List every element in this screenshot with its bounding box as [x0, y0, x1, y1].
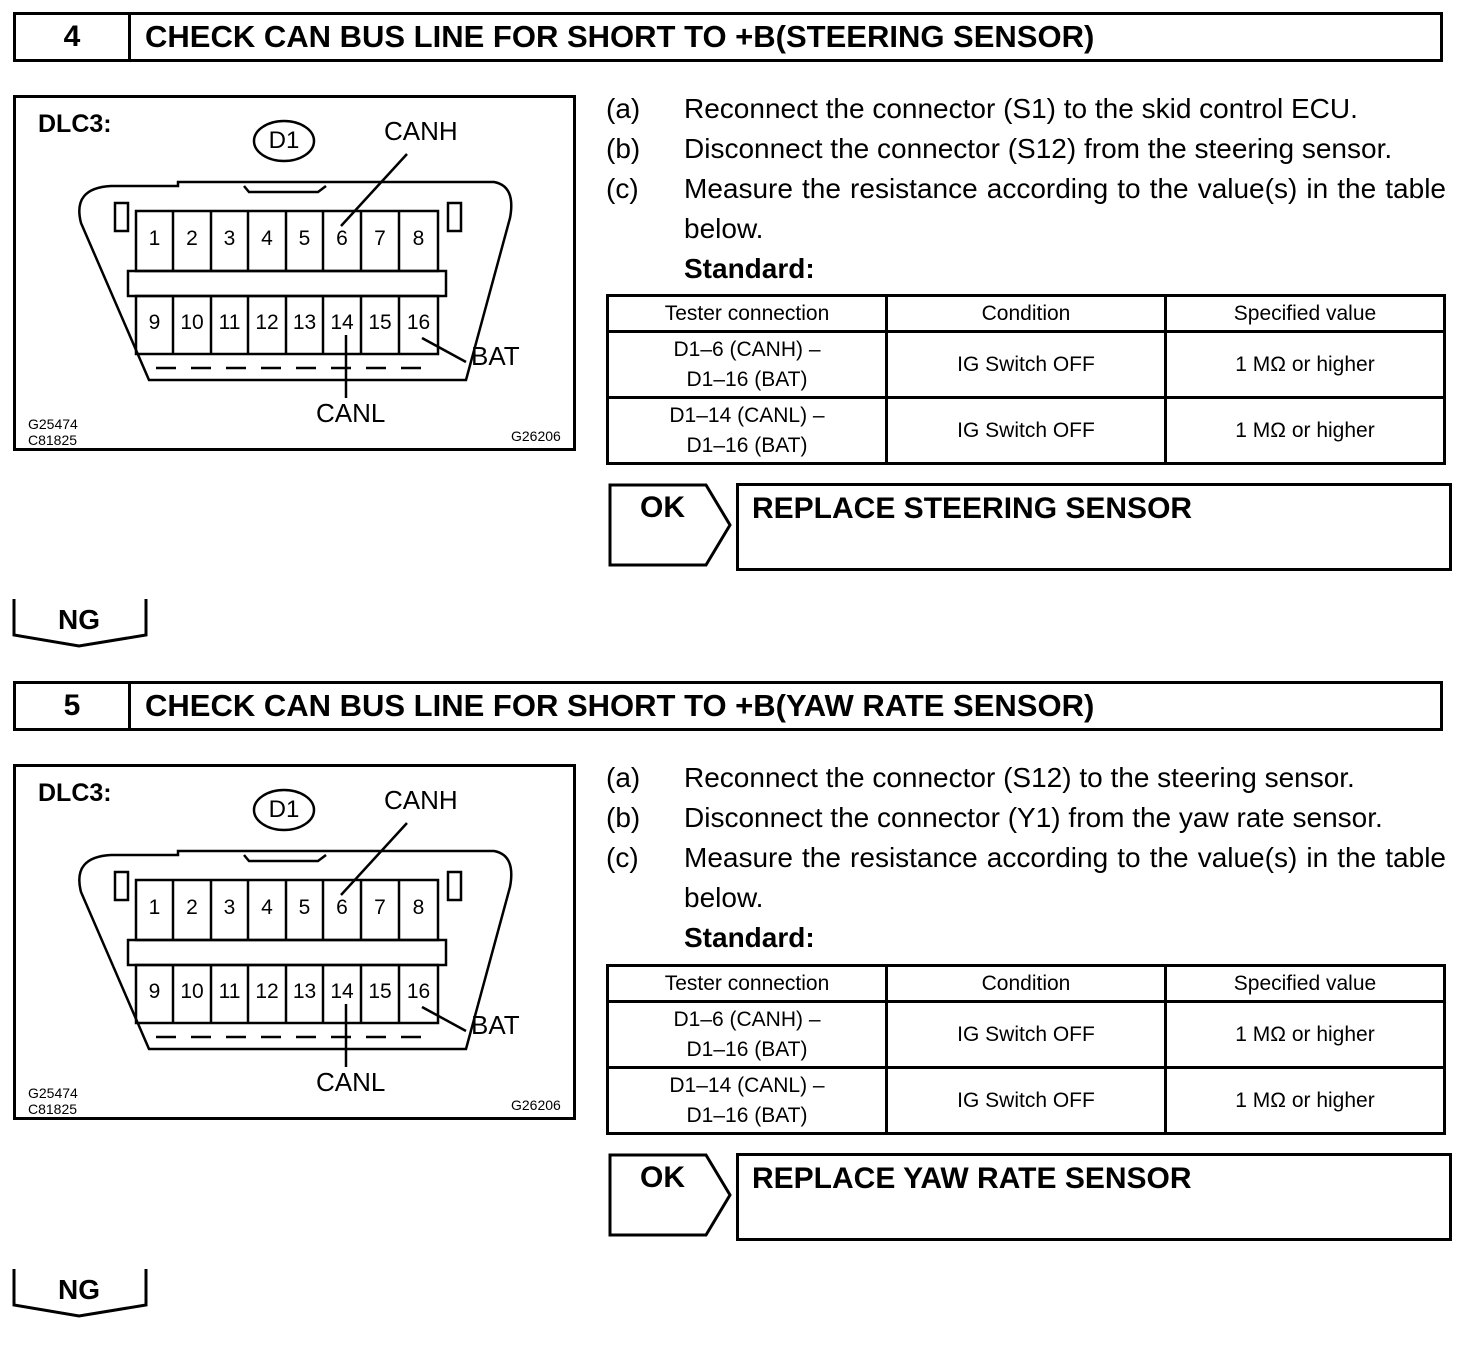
- pin-label: 4: [261, 896, 273, 919]
- step-number: 4: [16, 15, 131, 59]
- pin-label: 9: [148, 980, 161, 1003]
- condition-cell: IG Switch OFF: [887, 1068, 1166, 1134]
- column-header: Specified value: [1166, 296, 1445, 332]
- pin-label: 12: [255, 311, 279, 334]
- ok-label: OK: [640, 491, 685, 524]
- table-row: [608, 1068, 1445, 1134]
- instruction-text: Measure the resistance according to the value(s) in the table below.: [684, 842, 1446, 913]
- instruction-letter: (a): [606, 93, 641, 124]
- condition-cell: IG Switch OFF: [887, 332, 1166, 398]
- step-title: CHECK CAN BUS LINE FOR SHORT TO +B(STEERING SENSOR): [145, 19, 1095, 54]
- column-header: Tester connection: [608, 296, 887, 332]
- pin-label: 5: [298, 896, 311, 919]
- connection-line: D1–16 (BAT): [686, 1037, 808, 1061]
- pin-label: 16: [406, 311, 431, 334]
- pin-label: 6: [336, 227, 348, 250]
- pin-label: 14: [330, 311, 354, 334]
- pin-label: 8: [412, 227, 425, 250]
- pin-label: 4: [261, 227, 273, 250]
- instruction-item: [606, 798, 1446, 838]
- connection-cell: [608, 1002, 887, 1068]
- pin-label: 13: [292, 980, 317, 1003]
- column-header: Specified value: [1166, 966, 1445, 1002]
- value-cell: 1 MΩ or higher: [1166, 1068, 1445, 1134]
- connector-id: D1: [268, 127, 300, 154]
- connection-line: D1–14 (CANL) –: [669, 1073, 825, 1097]
- ng-label: NG: [58, 604, 100, 635]
- instruction-item: [606, 838, 1446, 918]
- figure-code: C81825: [28, 432, 78, 448]
- pin-label: 8: [412, 896, 425, 919]
- pin-label: 11: [218, 311, 241, 334]
- pin-label: 16: [406, 980, 431, 1003]
- step-number: 5: [16, 684, 131, 728]
- pin-label: 7: [374, 227, 386, 250]
- ok-result: [606, 1153, 1448, 1239]
- column-header: Condition: [887, 966, 1166, 1002]
- connector-name: DLC3:: [38, 779, 112, 807]
- spec-table: [606, 294, 1446, 465]
- column-header: Condition: [887, 296, 1166, 332]
- instruction-letter: (a): [606, 762, 641, 793]
- pin-label: 1: [148, 227, 161, 250]
- pin-label: 5: [298, 227, 311, 250]
- instruction-item: [606, 89, 1446, 129]
- pin-label: 6: [336, 896, 348, 919]
- standard-label: Standard:: [684, 922, 815, 953]
- pin-label: 3: [223, 896, 236, 919]
- value-cell: 1 MΩ or higher: [1166, 332, 1445, 398]
- ok-action-box: [736, 1153, 1452, 1241]
- figure-code: G26206: [511, 428, 561, 444]
- table-row: [608, 332, 1445, 398]
- ok-action-text: REPLACE YAW RATE SENSOR: [752, 1162, 1192, 1195]
- instruction-text: Measure the resistance according to the value(s) in the table below.: [684, 173, 1446, 244]
- pin-label: 3: [223, 227, 236, 250]
- pin-label: 12: [255, 980, 279, 1003]
- figure-code: G25474: [28, 1085, 78, 1101]
- pin-label: 15: [368, 311, 392, 334]
- instruction-text: Reconnect the connector (S12) to the steering sensor.: [684, 762, 1355, 793]
- condition-cell: IG Switch OFF: [887, 398, 1166, 464]
- connection-line: D1–6 (CANH) –: [673, 337, 821, 361]
- instruction-letter: (c): [606, 173, 639, 204]
- bat-label: BAT: [471, 1010, 520, 1040]
- value-cell: 1 MΩ or higher: [1166, 1002, 1445, 1068]
- pin-label: 7: [374, 896, 386, 919]
- instruction-text: Reconnect the connector (S1) to the skid control ECU.: [684, 93, 1358, 124]
- spec-table: [606, 964, 1446, 1135]
- figure-code: G26206: [511, 1097, 561, 1113]
- connection-line: D1–14 (CANL) –: [669, 403, 825, 427]
- canl-label: CANL: [316, 1067, 386, 1097]
- column-header: Tester connection: [608, 966, 887, 1002]
- ok-result: [606, 483, 1448, 569]
- instruction-letter: (b): [606, 802, 641, 833]
- figure-code: G25474: [28, 416, 78, 432]
- connection-line: D1–6 (CANH) –: [673, 1007, 821, 1031]
- pin-label: 11: [218, 980, 241, 1003]
- connection-line: D1–16 (BAT): [686, 433, 808, 457]
- pin-label: 9: [148, 311, 161, 334]
- instruction-letter: (c): [606, 842, 639, 873]
- instruction-item: [606, 169, 1446, 249]
- table-header-row: [608, 296, 1445, 332]
- step-5-header: [13, 681, 1443, 731]
- dlc3-connector-figure: [13, 95, 576, 451]
- ok-action-box: [736, 483, 1452, 571]
- step-5-instructions: [606, 758, 1446, 958]
- pin-label: 10: [180, 311, 204, 334]
- table-row: [608, 1002, 1445, 1068]
- pin-label: 2: [186, 227, 198, 250]
- canl-label: CANL: [316, 398, 386, 428]
- canh-label: CANH: [384, 785, 458, 815]
- table-row: [608, 398, 1445, 464]
- instruction-letter: (b): [606, 133, 641, 164]
- step-4-header: [13, 12, 1443, 62]
- instruction-item: [606, 129, 1446, 169]
- figure-code: C81825: [28, 1101, 78, 1117]
- ng-result: [12, 1267, 150, 1319]
- pin-label: 15: [368, 980, 392, 1003]
- ok-action-text: REPLACE STEERING SENSOR: [752, 492, 1193, 525]
- ok-label: OK: [640, 1161, 685, 1194]
- pin-label: 13: [292, 311, 317, 334]
- pin-label: 1: [148, 896, 161, 919]
- connection-cell: [608, 1068, 887, 1134]
- pin-label: 14: [330, 980, 354, 1003]
- ng-label: NG: [58, 1274, 100, 1305]
- step-4-instructions: [606, 89, 1446, 289]
- canh-label: CANH: [384, 116, 458, 146]
- pin-label: 2: [186, 896, 198, 919]
- standard-label: Standard:: [684, 253, 815, 284]
- connection-cell: [608, 398, 887, 464]
- connection-cell: [608, 332, 887, 398]
- dlc3-connector-figure: [13, 764, 576, 1120]
- ng-result: [12, 597, 150, 649]
- connector-id: D1: [268, 796, 300, 823]
- connector-name: DLC3:: [38, 110, 112, 138]
- pin-label: 10: [180, 980, 204, 1003]
- instruction-text: Disconnect the connector (S12) from the steering sensor.: [684, 133, 1393, 164]
- value-cell: 1 MΩ or higher: [1166, 398, 1445, 464]
- instruction-text: Disconnect the connector (Y1) from the yaw rate sensor.: [684, 802, 1383, 833]
- bat-label: BAT: [471, 341, 520, 371]
- step-title: CHECK CAN BUS LINE FOR SHORT TO +B(YAW RATE SENSOR): [145, 688, 1095, 723]
- connection-line: D1–16 (BAT): [686, 367, 808, 391]
- connection-line: D1–16 (BAT): [686, 1103, 808, 1127]
- table-header-row: [608, 966, 1445, 1002]
- condition-cell: IG Switch OFF: [887, 1002, 1166, 1068]
- instruction-item: [606, 758, 1446, 798]
